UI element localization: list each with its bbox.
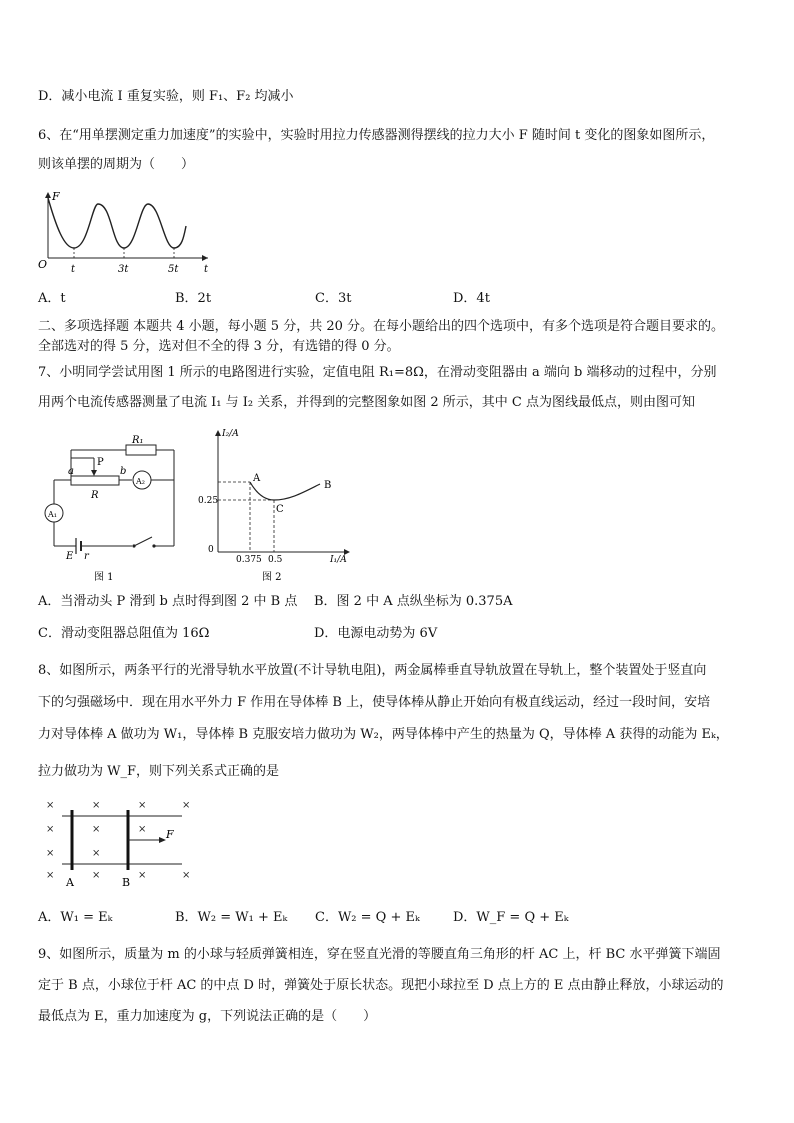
graph-y-label: I₂/A xyxy=(222,429,239,439)
svg-text:×: × xyxy=(92,824,101,835)
svg-text:×: × xyxy=(182,870,191,881)
graph-x-label: I₁/A xyxy=(330,555,347,565)
q8-stem-line4: 拉力做功为 W_F，则下列关系式正确的是 xyxy=(38,764,280,779)
graph-point-b: B xyxy=(324,480,332,491)
switch xyxy=(134,537,152,546)
q7-circuit-figure xyxy=(36,432,186,588)
r1-resistor xyxy=(126,445,156,455)
q7-option-a[interactable]: A．当滑动头 P 滑到 b 点时得到图 2 中 B 点 xyxy=(38,594,298,609)
svg-text:×: × xyxy=(46,800,55,811)
q6-stem-line1: 6、在“用单摆测定重力加速度”的实验中，实验时用拉力传感器测得摆线的拉力大小 F 随时间 t 变化的图象如图所示， xyxy=(38,128,715,143)
q6-x-label: t xyxy=(204,264,209,275)
label-p: P xyxy=(97,457,104,468)
q7-stem-line2: 用两个电流传感器测量了电流 I₁ 与 I₂ 关系，并得到的完整图象如图 2 所示，其中 C 点为图线最低点，则由图可知 xyxy=(38,395,695,410)
label-a2: A₂ xyxy=(136,477,145,486)
svg-text:×: × xyxy=(138,824,147,835)
q8-option-b[interactable]: B．W₂ = W₁ + Eₖ xyxy=(175,910,288,925)
q9-stem-line2: 定于 B 点，小球位于杆 AC 的中点 D 时，弹簧处于原长状态。现把小球拉至 D 点上方的 E 点由静止释放，小球运动的 xyxy=(38,978,724,993)
q8-stem-line1: 8、如图所示，两条平行的光滑导轨水平放置(不计导轨电阻)，两金属棒垂直导轨放置在导轨上，整个装置处于竖直向 xyxy=(38,663,707,678)
q6-y-label: F xyxy=(52,190,60,203)
q8-figure xyxy=(42,794,192,894)
q6-figure xyxy=(36,186,216,278)
svg-text:×: × xyxy=(46,870,55,881)
q9-stem-line3: 最低点为 E，重力加速度为 g，下列说法正确的是（ ） xyxy=(38,1009,377,1024)
q5-option-d: D．减小电流 I 重复实验，则 F₁、F₂ 均减小 xyxy=(38,89,294,104)
rheostat-r xyxy=(71,476,119,485)
label-r: R xyxy=(91,490,99,501)
q7-option-b[interactable]: B．图 2 中 A 点纵坐标为 0.375A xyxy=(314,594,513,609)
graph-y-tick: 0.25 xyxy=(198,496,219,506)
svg-text:×: × xyxy=(138,800,147,811)
q7-option-d[interactable]: D．电源电动势为 6V xyxy=(314,626,438,641)
q7-option-c[interactable]: C．滑动变阻器总阻值为 16Ω xyxy=(38,626,210,641)
label-f: F xyxy=(166,828,174,841)
label-b: b xyxy=(120,466,127,477)
label-r1: R₁ xyxy=(132,435,144,446)
q6-tick-5t: 5t xyxy=(168,264,179,275)
section2-header-line2: 全部选对的得 5 分，选对但不全的得 3 分，有选错的得 0 分。 xyxy=(38,339,400,354)
graph-origin: 0 xyxy=(208,545,214,555)
q7-graph-figure xyxy=(198,424,368,588)
q9-stem-line1: 9、如图所示，质量为 m 的小球与轻质弹簧相连，穿在竖直光滑的等腰直角三角形的杆 AC 上，杆 BC 水平弹簧下端固 xyxy=(38,947,721,962)
svg-text:×: × xyxy=(138,870,147,881)
graph-x-tick-0375: 0.375 xyxy=(236,555,262,565)
q8-option-c[interactable]: C．W₂ = Q + Eₖ xyxy=(315,910,420,925)
label-a1: A₁ xyxy=(48,510,57,519)
svg-text:×: × xyxy=(92,800,101,811)
graph-point-c: C xyxy=(276,504,284,515)
svg-text:×: × xyxy=(182,800,191,811)
q8-option-d[interactable]: D．W_F = Q + Eₖ xyxy=(453,910,569,925)
graph-point-a: A xyxy=(253,473,261,484)
label-r-internal: r xyxy=(84,551,89,562)
svg-text:×: × xyxy=(92,848,101,859)
q6-tick-t: t xyxy=(71,264,76,275)
fig1-caption: 图 1 xyxy=(94,572,114,583)
q6-option-b[interactable]: B．2t xyxy=(175,291,212,306)
section2-header-line1: 二、多项选择题 本题共 4 小题，每小题 5 分，共 20 分。在每小题给出的四个选项中，有多个选项是符合题目要求的。 xyxy=(38,319,725,334)
q6-option-a[interactable]: A．t xyxy=(38,291,66,306)
label-a: a xyxy=(68,466,74,477)
q6-option-d[interactable]: D．4t xyxy=(453,291,490,306)
graph-x-tick-05: 0.5 xyxy=(268,555,283,565)
q6-force-curve xyxy=(48,198,186,248)
q6-origin-label: O xyxy=(38,258,48,271)
q8-option-a[interactable]: A．W₁ = Eₖ xyxy=(38,910,113,925)
q6-option-c[interactable]: C．3t xyxy=(315,291,352,306)
fig2-caption: 图 2 xyxy=(262,572,282,583)
svg-text:×: × xyxy=(46,848,55,859)
svg-text:×: × xyxy=(46,824,55,835)
label-e: E xyxy=(66,551,74,562)
q6-tick-3t: 3t xyxy=(118,264,129,275)
q7-graph-curve xyxy=(250,482,320,500)
label-rod-b: B xyxy=(122,876,131,889)
q8-stem-line3: 力对导体棒 A 做功为 W₁，导体棒 B 克服安培力做功为 W₂，两导体棒中产生的热量为 Q，导体棒 A 获得的动能为 Eₖ， xyxy=(38,727,729,742)
q6-stem-line2: 则该单摆的周期为（ ） xyxy=(38,157,195,172)
q8-stem-line2: 下的匀强磁场中．现在用水平外力 F 作用在导体棒 B 上，使导体棒从静止开始向有极直线运动，经过一段时间，安培 xyxy=(38,695,711,710)
svg-text:×: × xyxy=(92,870,101,881)
label-rod-a: A xyxy=(66,876,74,889)
q7-stem-line1: 7、小明同学尝试用图 1 所示的电路图进行实验，定值电阻 R₁=8Ω，在滑动变阻器由 a 端向 b 端移动的过程中，分别 xyxy=(38,365,717,380)
